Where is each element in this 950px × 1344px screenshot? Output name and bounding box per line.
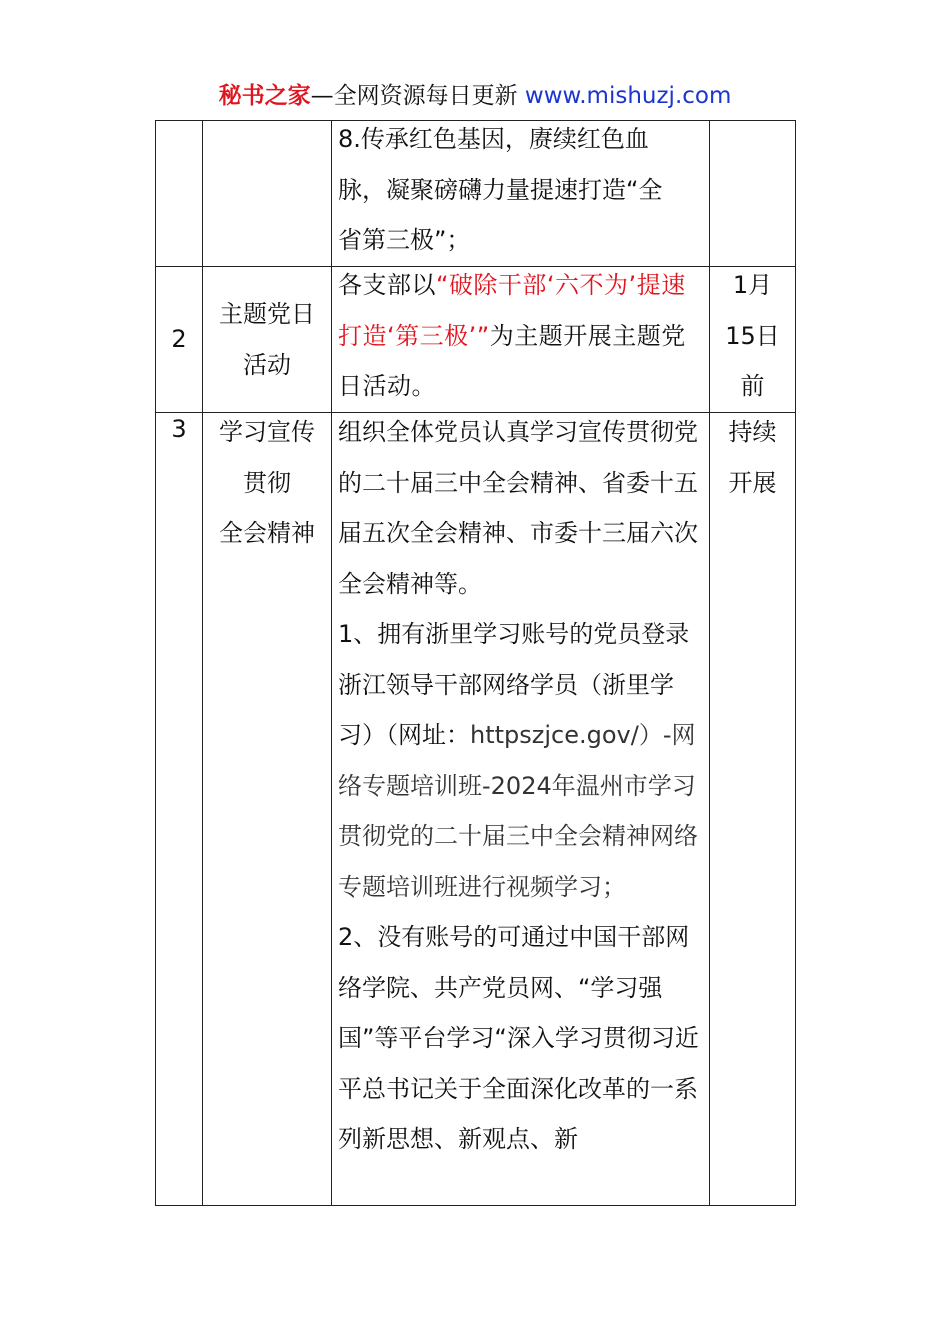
content-cell — [332, 413, 710, 1206]
time-line: 前 — [740, 372, 765, 400]
topic-line: 贯彻 — [243, 468, 291, 497]
topic-line: 全会精神 — [219, 519, 315, 547]
time-cell — [710, 267, 796, 413]
content-paragraph — [338, 609, 705, 912]
content-cell — [332, 267, 710, 413]
topic-cell — [203, 413, 332, 1206]
content-paragraph: 2、没有账号的可通过中国干部网络学院、共产党员网、“学习强国”等平台学习“深入学习贯彻习近平总书记关于全面深化改革的一系列新思想、新观点、新 — [338, 923, 699, 1153]
topic-line: 主题党日 — [219, 300, 315, 328]
row-number-cell: 3 — [156, 413, 203, 1206]
time-line: 1月 — [732, 271, 773, 299]
content-paragraph: 组织全体党员认真学习宣传贯彻党的二十届三中全会精神、省委十五届五次全会精神、市委十三届六次全会精神等。 — [338, 418, 698, 598]
content-text: 为主题开展主题党日活动。 — [338, 321, 686, 400]
header-tagline: —全网资源每日更新 — [310, 83, 525, 109]
row-number-cell: 2 — [156, 267, 203, 413]
activity-table — [155, 120, 796, 1206]
table-row — [156, 121, 796, 267]
content-line: 省第三极”； — [338, 226, 471, 254]
content-line: 8.传承红色基因，赓续红色血 — [338, 125, 649, 153]
topic-cell — [203, 267, 332, 413]
site-header — [0, 80, 950, 112]
time-cell — [710, 413, 796, 1206]
content-cell — [332, 121, 710, 267]
content-text: 1、拥有浙里学习账号的党员登录浙江领导干部网络学员（浙里学习）（网址： — [338, 620, 690, 749]
time-line: 开展 — [728, 468, 777, 497]
topic-line: 活动 — [243, 350, 291, 379]
table-row — [156, 413, 796, 1206]
time-line: 持续 — [728, 418, 777, 446]
training-link-text: httpszjce.gov/）-网络专题培训班-2024年温州市学习贯彻党的二十届三中全会精神网络专题培训班进行视频学习； — [338, 721, 698, 901]
row-number-cell — [156, 121, 203, 267]
site-url-link[interactable]: www.mishuzj.com — [524, 83, 732, 109]
theme-highlight: “破除干部‘六不为’提速打造‘第三极’” — [338, 271, 686, 350]
content-text: 各支部以 — [338, 271, 436, 299]
brand-name: 秘书之家 — [218, 83, 311, 109]
table-row — [156, 267, 796, 413]
topic-line: 学习宣传 — [219, 418, 315, 446]
topic-cell — [203, 121, 332, 267]
time-cell — [710, 121, 796, 267]
content-line: 脉，凝聚磅礴力量提速打造“全 — [338, 175, 663, 204]
time-line: 15日 — [725, 321, 780, 350]
